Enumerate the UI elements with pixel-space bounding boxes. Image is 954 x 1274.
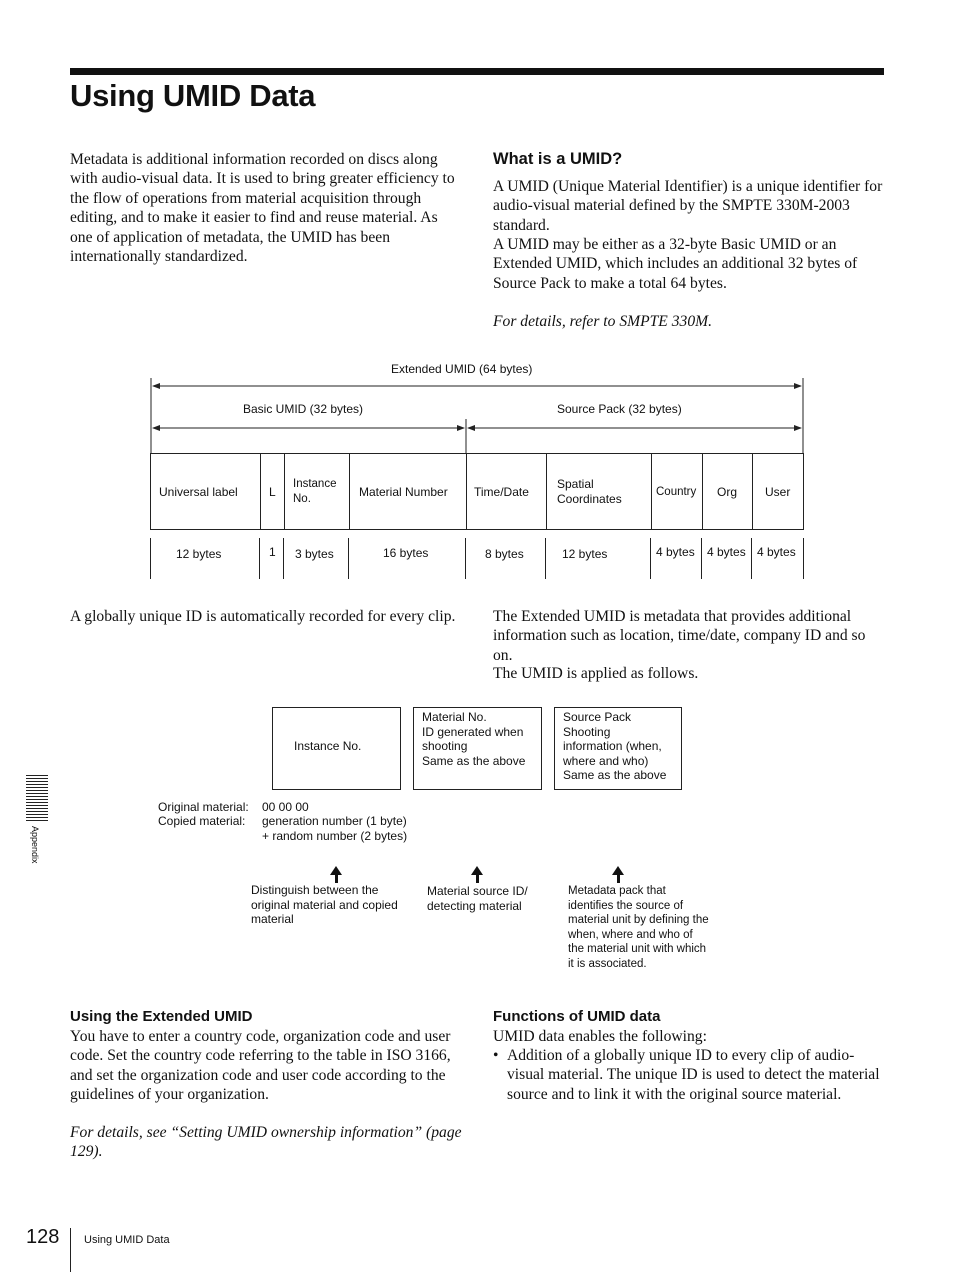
copied-material-value-1: generation number (1 byte) xyxy=(262,814,407,828)
title-rule xyxy=(70,68,884,75)
bytes-instance-no: 3 bytes xyxy=(295,547,334,561)
arrow-up-icon xyxy=(612,866,624,875)
page-number: 128 xyxy=(26,1226,60,1248)
basic-umid-label: Basic UMID (32 bytes) xyxy=(243,402,364,416)
list-item: • Addition of a globally unique ID to every clip of audio-visual material. The unique ID is used to detect the material source and to link it with the original source material. xyxy=(493,1046,885,1104)
functions-intro: UMID data enables the following: xyxy=(493,1028,707,1045)
what-is-umid-p2: A UMID may be either as a 32-byte Basic UMID or an Extended UMID, which includes an additional 32 bytes of Source Pack to make a total 64 bytes. xyxy=(493,236,858,292)
original-material-label: Original material: xyxy=(158,800,249,814)
appendix-tab-marker xyxy=(26,775,48,821)
note-metadata-pack: Metadata pack that identifies the source of material unit by defining the when, where and who of the material unit with which it is associated. xyxy=(568,885,709,970)
side-tab-label: Appendix xyxy=(30,826,40,864)
bytes-spatial: 12 bytes xyxy=(562,547,608,561)
bytes-country: 4 bytes xyxy=(656,545,695,559)
smpte-reference: For details, refer to SMPTE 330M. xyxy=(493,313,713,330)
bytes-time-date: 8 bytes xyxy=(485,547,524,561)
bytes-length: 1 xyxy=(269,545,276,559)
field-universal-label: Universal label xyxy=(159,484,238,499)
source-pack-label: Source Pack (32 bytes) xyxy=(557,402,682,416)
field-country: Country xyxy=(656,485,697,498)
field-length: L xyxy=(269,484,276,499)
note-distinguish: Distinguish between the original material and copied material xyxy=(251,883,398,927)
extended-umid-body: You have to enter a country code, organization code and user code. Set the country code referring to the table in ISO 3166, and set the organization code and user code according to the guidelines of your organization. xyxy=(70,1028,451,1104)
extended-umid-label: Extended UMID (64 bytes) xyxy=(391,362,533,376)
arrow-up-icon xyxy=(330,866,342,875)
extended-umid-heading: Using the Extended UMID xyxy=(70,1008,253,1025)
note-material-source: Material source ID/ detecting material xyxy=(427,884,528,913)
what-is-umid-p1: A UMID (Unique Material Identifier) is a unique identifier for audio-visual material defined by the SMPTE 330M-2003 standard. xyxy=(493,178,883,234)
instance-no-box: Instance No. xyxy=(272,707,401,790)
intro-paragraph: Metadata is additional information recorded on discs along with audio-visual data. It is used to bring greater efficiency to the flow of operations from material acquisition through editing, and to make it easier to find and reuse material. As one of application of metadata, the UMID has been internationally standardized. xyxy=(70,151,455,266)
bytes-universal-label: 12 bytes xyxy=(176,547,222,561)
field-instance-no: Instance No. xyxy=(293,478,337,505)
bytes-org: 4 bytes xyxy=(707,545,746,559)
material-no-box: Material No. ID generated when shooting Same as the above xyxy=(413,707,542,790)
extended-umid-paragraph: The Extended UMID is metadata that provides additional information such as location, time/date, company ID and so on. xyxy=(493,608,866,664)
extended-umid-reference: For details, see “Setting UMID ownership information” (page 129). xyxy=(70,1124,462,1161)
field-org: Org xyxy=(717,484,738,499)
globally-unique-paragraph: A globally unique ID is automatically recorded for every clip. xyxy=(70,608,456,625)
field-user: User xyxy=(765,484,791,499)
functions-heading: Functions of UMID data xyxy=(493,1008,661,1025)
arrow-up-icon xyxy=(471,866,483,875)
bytes-material-number: 16 bytes xyxy=(383,546,429,560)
umid-applied-paragraph: The UMID is applied as follows. xyxy=(493,665,699,682)
bytes-user: 4 bytes xyxy=(757,545,796,559)
what-is-umid-heading: What is a UMID? xyxy=(493,150,623,168)
copied-material-value-2: + random number (2 bytes) xyxy=(262,829,408,843)
copied-material-label: Copied material: xyxy=(158,814,246,828)
footer-label: Using UMID Data xyxy=(84,1234,170,1246)
source-pack-box: Source Pack Shooting information (when, where and who) Same as the above xyxy=(554,707,682,790)
field-material-number: Material Number xyxy=(359,484,448,499)
field-spatial-coordinates: Spatial Coordinates xyxy=(557,477,622,506)
footer-divider xyxy=(70,1228,71,1272)
umid-field-table xyxy=(150,453,804,530)
original-material-value: 00 00 00 xyxy=(262,800,309,814)
page-title: Using UMID Data xyxy=(70,78,316,113)
functions-list xyxy=(493,1046,885,1104)
field-time-date: Time/Date xyxy=(474,484,529,499)
